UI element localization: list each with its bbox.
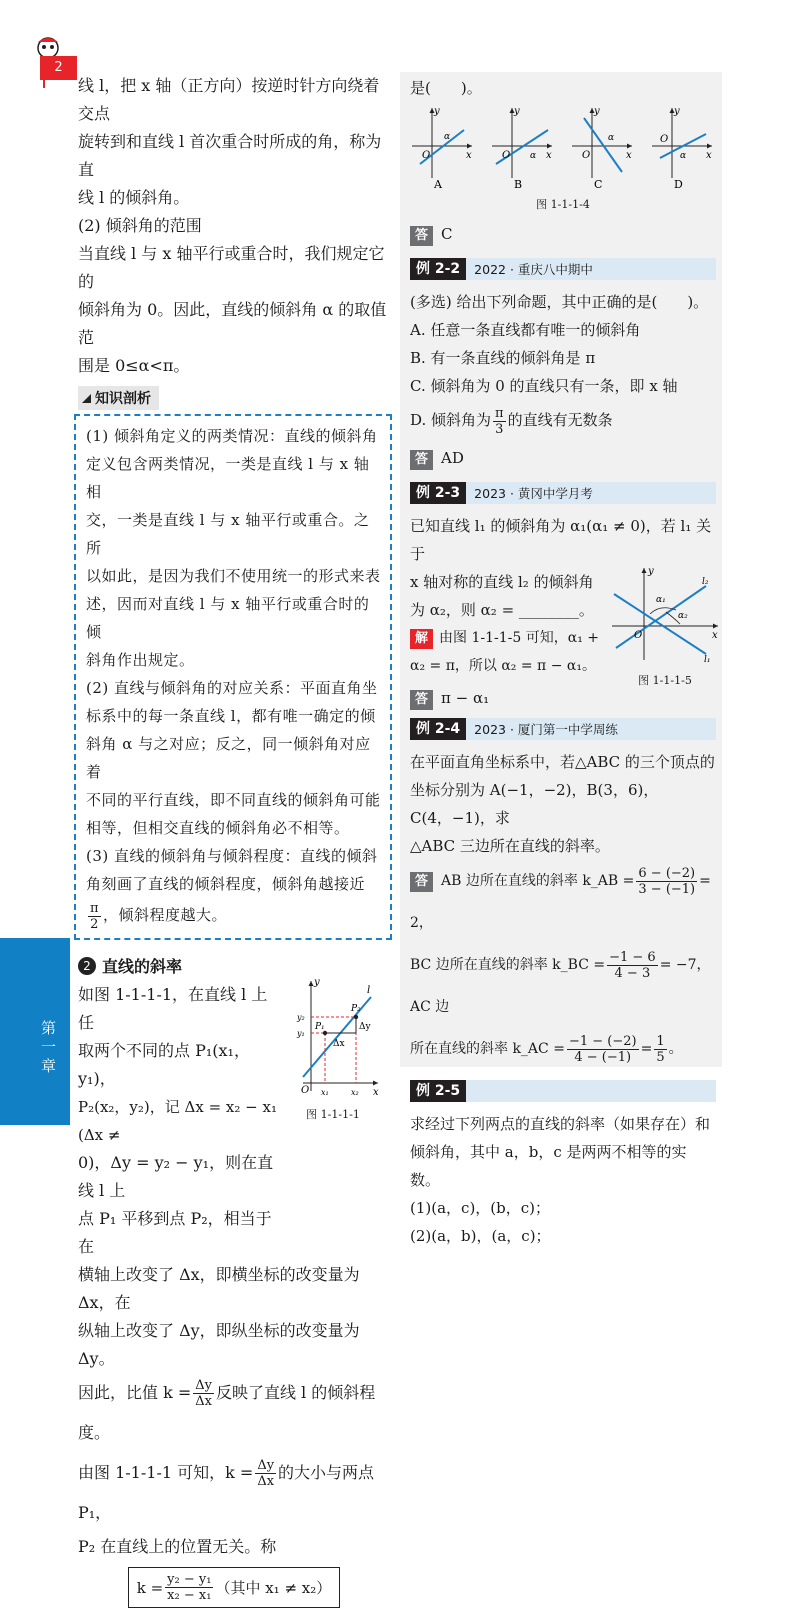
option-a-graph: [412, 106, 472, 191]
question-line: (2)(a，b)，(a，c)；: [410, 1227, 551, 1245]
dy-over-dx-fraction: $\frac{\Delta y}{\Delta x}$: [195, 1378, 213, 1409]
answer-line: [410, 444, 716, 472]
question-tail: 是( )。: [410, 79, 482, 97]
triangle-icon: [82, 394, 91, 403]
answer-tag: 答: [410, 690, 433, 710]
slope-bc-fraction: $\frac{-1 - 6}{4 - 3}$: [609, 949, 656, 981]
figure-1-1-1-1: [283, 973, 383, 1103]
svg-text:x: x: [706, 150, 712, 161]
slope-line: 0)，Δy = y₂ − y₁，则在直线 l 上: [78, 1153, 274, 1200]
example-bar: [410, 482, 716, 504]
solution-line: α₂ = π，所以 α₂ = π − α₁。: [410, 658, 596, 674]
svg-text:x: x: [712, 630, 718, 641]
slope-line: P₂(x₂，y₂)，记 Δx = x₂ − x₁ (Δx ≠: [78, 1098, 277, 1144]
option-b-graph: [492, 106, 552, 191]
solution-line: 解 由图 1-1-1-5 可知，α₁ +: [410, 624, 610, 652]
question-line: 坐标分别为 A(−1，−2)，B(3，6)，C(4，−1)，求: [410, 781, 659, 827]
svg-text:y₂: y₂: [297, 1013, 305, 1022]
range-line: 倾斜角为 0。因此，直线的倾斜角 α 的取值范: [78, 300, 387, 347]
slope-line: 纵轴上改变了 Δy，即纵坐标的改变量为 Δy。: [78, 1321, 360, 1368]
option-label: A: [434, 178, 442, 191]
option-label: B: [514, 178, 523, 191]
slope-ab-fraction: $\frac{6 - (-2)}{3 - (-1)}$: [638, 865, 696, 897]
independence-line: 由图 1-1-1-1 可知，k = $\frac{\Delta y}{\Delta x}$ 的大小与两点 P₁，: [78, 1458, 375, 1522]
slope-line: 横轴上改变了 Δx，即横坐标的改变量为 Δx，在: [78, 1265, 360, 1312]
svg-text:y: y: [648, 566, 654, 577]
figure-caption: 图 1-1-1-5: [638, 674, 692, 687]
option-label: C: [594, 178, 603, 191]
svg-text:x: x: [626, 150, 632, 161]
answer-value: C: [441, 225, 453, 243]
svg-text:α₂: α₂: [678, 611, 688, 621]
option-line: D. 倾斜角为 $\frac{\pi}{3}$ 的直线有无数条: [410, 405, 613, 437]
range-line: 当直线 l 与 x 轴平行或重合时，我们规定它的: [78, 244, 385, 291]
pi-over-3-fraction: $\frac{\pi}{3}$: [495, 405, 504, 437]
option-line: A. 任意一条直线都有唯一的倾斜角: [410, 321, 641, 339]
analysis-heading: [78, 386, 390, 410]
definition-line: 线 l 的倾斜角。: [78, 188, 190, 207]
slope-fraction: $\frac{\text{y₂ − y₁}}{\text{x₂ − x₁}}$: [167, 1572, 212, 1603]
question-line: 求经过下列两点的直线的斜率（如果存在）和: [410, 1115, 711, 1133]
answer-tag: 答: [410, 450, 433, 470]
answer-line: 答 AB 边所在直线的斜率 k_AB = $\frac{6 - (-2)}{3 - (-1)}$ = 2，: [410, 865, 711, 931]
svg-text:y: y: [434, 106, 440, 117]
section-number: 2: [78, 957, 96, 975]
svg-text:O: O: [422, 150, 431, 161]
page-number-accent: [43, 80, 45, 88]
answer-tag: 答: [410, 872, 433, 892]
left-column: [78, 72, 390, 1608]
analysis-box: [74, 414, 392, 940]
example-label: 例 2-4: [410, 718, 466, 740]
svg-text:x₁: x₁: [321, 1088, 329, 1097]
slope-line: 如图 1-1-1-1，在直线 l 上任: [78, 985, 268, 1032]
chapter-label: 第一章: [39, 1020, 57, 1077]
example-label: 例 2-5: [410, 1080, 466, 1102]
analysis-line: 角刻画了直线的倾斜程度，倾斜角越接近: [86, 875, 366, 893]
analysis-line: 述，因而对直线 l 与 x 轴平行或重合时的倾: [86, 595, 370, 641]
definition-line: 旋转到和直线 l 首次重合时所成的角，称为直: [78, 132, 382, 179]
chapter-tab: [0, 938, 70, 1125]
svg-text:P₂: P₂: [351, 1004, 361, 1014]
svg-text:y: y: [594, 106, 600, 117]
analysis-line: (3) 直线的倾斜角与倾斜程度：直线的倾斜: [86, 847, 378, 865]
question-line: 倾斜角，其中 a，b，c 是两两不相等的实数。: [410, 1143, 687, 1189]
answer-line: 所在直线的斜率 k_AC = $\frac{-1 - (-2)}{4 - (-1)}$ = $\frac{1}{5}$ 。: [410, 1033, 683, 1065]
question-line: 为 α₂，则 α₂ = ________。: [410, 601, 594, 619]
page-number: 2: [40, 56, 77, 80]
svg-text:x₂: x₂: [351, 1088, 359, 1097]
question-line: x 轴对称的直线 l₂ 的倾斜角: [410, 573, 594, 591]
option-line: C. 倾斜角为 0 的直线只有一条，即 x 轴: [410, 377, 678, 395]
analysis-line: $\frac{\pi}{2}$ ，倾斜程度越大。: [90, 900, 228, 932]
svg-text:l₂: l₂: [702, 577, 709, 587]
example-source: 2023 · 厦门第一中学周练: [474, 722, 618, 737]
pi-over-2-fraction: $\frac{\pi}{2}$: [90, 900, 100, 932]
option-c-graph: [572, 106, 632, 191]
svg-text:Δx: Δx: [333, 1039, 345, 1049]
answer-tag: 答: [410, 226, 433, 246]
svg-text:α: α: [608, 133, 615, 143]
ratio-line: 因此，比值 k = $\frac{\Delta y}{\Delta x}$ 反映了直线 l 的倾斜程度。: [78, 1378, 376, 1442]
svg-text:O: O: [301, 1085, 310, 1096]
svg-text:x: x: [373, 1087, 379, 1098]
example-source: 2023 · 黄冈中学月考: [474, 486, 593, 501]
analysis-line: 交，一类是直线 l 与 x 轴平行或重合。之所: [86, 511, 370, 557]
slope-ac-fraction: $\frac{-1 - (-2)}{4 - (-1)}$: [568, 1033, 637, 1065]
analysis-line: 定义包含两类情况，一类是直线 l 与 x 轴相: [86, 455, 370, 501]
svg-text:x: x: [546, 150, 552, 161]
answer-line: BC 边所在直线的斜率 k_BC = $\frac{-1 - 6}{4 - 3}$ = −7，AC 边: [410, 949, 711, 1015]
svg-text:y: y: [514, 106, 520, 117]
section-title: 直线的斜率: [102, 957, 183, 976]
independence-line: P₂ 在直线上的位置无关。称: [78, 1537, 277, 1556]
answer-line: [410, 684, 716, 712]
svg-text:y₁: y₁: [297, 1029, 305, 1038]
analysis-line: 斜角作出规定。: [86, 651, 195, 669]
answer-value: π − α₁: [441, 689, 490, 707]
analysis-line: (1) 倾斜角定义的两类情况：直线的倾斜角: [86, 427, 378, 445]
svg-text:y: y: [314, 977, 320, 988]
svg-text:x: x: [466, 150, 472, 161]
example-bar: [410, 258, 716, 280]
example-label: 例 2-3: [410, 482, 466, 504]
right-column: [400, 72, 722, 1245]
question-line: 在平面直角坐标系中，若△ABC 的三个顶点的: [410, 753, 715, 771]
svg-text:O: O: [582, 150, 591, 161]
slope-line: 取两个不同的点 P₁(x₁，y₁)，: [78, 1041, 250, 1088]
question-line: 已知直线 l₁ 的倾斜角为 α₁(α₁ ≠ 0)，若 l₁ 关于: [410, 517, 712, 563]
range-line: 围是 0≤α<π。: [78, 356, 190, 375]
svg-text:P₁: P₁: [315, 1022, 325, 1032]
option-label: D: [674, 178, 683, 191]
analysis-line: 以如此，是因为我们不使用统一的形式来表: [86, 567, 381, 585]
svg-text:l₁: l₁: [704, 655, 711, 664]
analysis-label: 知识剖析: [95, 391, 151, 407]
svg-text:α: α: [530, 151, 537, 161]
option-line: B. 有一条直线的倾斜角是 π: [410, 349, 596, 367]
analysis-line: 不同的平行直线，即不同直线的倾斜角可能: [86, 791, 381, 809]
example-label: 例 2-2: [410, 258, 466, 280]
question-line: △ABC 三边所在直线的斜率。: [410, 837, 610, 855]
svg-text:y: y: [674, 106, 680, 117]
figure-caption: 图 1-1-1-1: [306, 1108, 360, 1121]
analysis-line: 斜角 α 与之对应；反之，同一倾斜角对应着: [86, 735, 371, 781]
example-source: 2022 · 重庆八中期中: [474, 262, 593, 277]
svg-text:O: O: [502, 150, 511, 161]
svg-text:O: O: [634, 630, 643, 641]
subheading-range: (2) 倾斜角的范围: [78, 216, 202, 235]
one-fifth-fraction: $\frac{1}{5}$: [656, 1033, 665, 1065]
svg-text:α₁: α₁: [656, 595, 666, 605]
analysis-line: 标系中的每一条直线 l，都有唯一确定的倾: [86, 707, 376, 725]
option-d-graph: [652, 106, 712, 191]
svg-text:α: α: [444, 132, 451, 142]
answer-line: [410, 220, 716, 248]
slope-formula-box: k = $\frac{\text{y₂ − y₁}}{\text{x₂ − x₁}}$ （其中 x₁ ≠ x₂）: [128, 1567, 341, 1608]
solution-tag: 解: [410, 629, 433, 649]
dy-over-dx-fraction: $\frac{\Delta y}{\Delta x}$: [257, 1458, 275, 1489]
slope-line: 点 P₁ 平移到点 P₂，相当于在: [78, 1209, 272, 1256]
definition-line: 线 l，把 x 轴（正方向）按逆时针方向绕着交点: [78, 76, 380, 123]
svg-text:α: α: [680, 151, 687, 161]
svg-text:Δy: Δy: [359, 1022, 371, 1032]
question-line: (多选) 给出下列命题，其中正确的是( )。: [410, 293, 709, 311]
figure-1-1-1-5: [610, 564, 720, 664]
analysis-line: 相等，但相交直线的倾斜角必不相等。: [86, 819, 350, 837]
figure-1-1-1-4: [410, 102, 716, 192]
svg-text:O: O: [660, 134, 669, 145]
example-bar: [410, 718, 716, 740]
example-bar: [410, 1080, 716, 1102]
analysis-line: (2) 直线与倾斜角的对应关系：平面直角坐: [86, 679, 378, 697]
question-line: (1)(a，c)，(b，c)；: [410, 1199, 551, 1217]
answer-value: AD: [441, 449, 464, 467]
figure-caption: 图 1-1-1-4: [536, 198, 590, 211]
svg-text:l: l: [367, 985, 371, 996]
